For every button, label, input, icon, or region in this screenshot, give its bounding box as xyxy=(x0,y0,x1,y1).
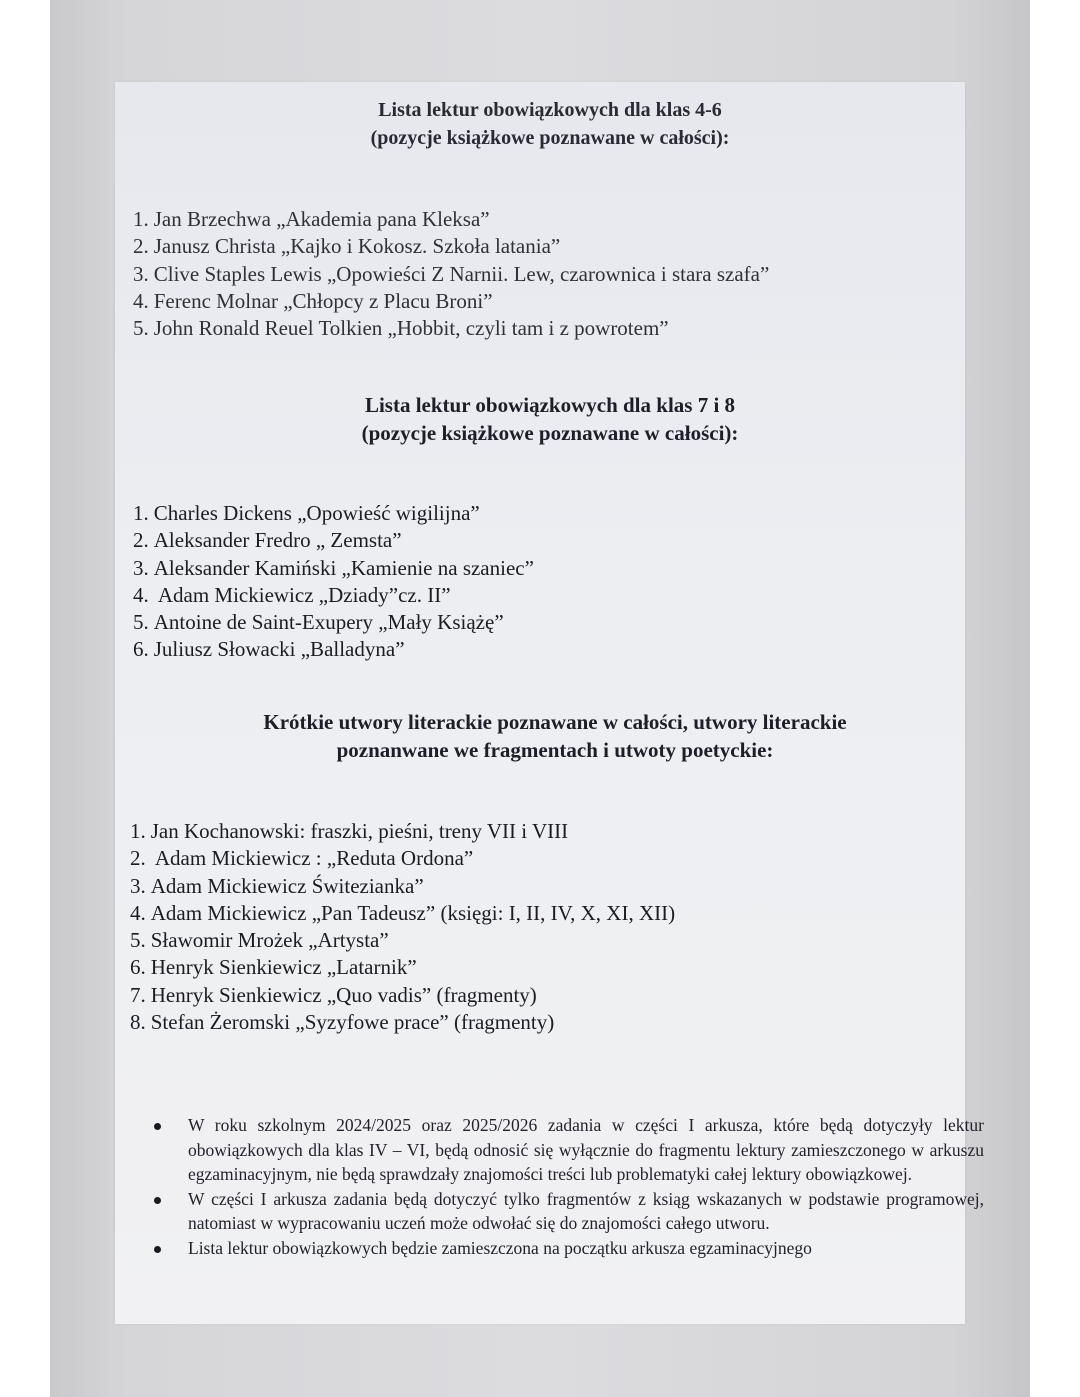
note-text: W części I arkusza zadania będą dotyczyć tylko fragmentów z ksiąg wskazanych w podstawie programowej, natomiast w wypracowaniu uczeń może odwołać się do znajomości całego utworu. xyxy=(188,1188,984,1233)
list-item xyxy=(130,954,675,981)
item-number: 4. xyxy=(130,900,146,925)
item-text: Henryk Sienkiewicz „Latarnik” xyxy=(150,955,417,980)
list-item xyxy=(133,555,534,582)
item-text: Adam Mickiewicz : „Reduta Ordona” xyxy=(150,846,474,871)
list-item xyxy=(133,500,534,527)
notes-list xyxy=(152,1113,984,1260)
section-1-heading-line-1: Lista lektur obowiązkowych dla klas 4-6 xyxy=(378,99,722,121)
item-number: 5. xyxy=(133,316,149,341)
item-text: Adam Mickiewicz „Dziady”cz. II” xyxy=(153,582,451,607)
item-number: 5. xyxy=(130,928,146,953)
section-2-list xyxy=(133,500,534,664)
item-number: 8. xyxy=(130,1010,146,1035)
item-number: 3. xyxy=(130,873,146,898)
item-number: 2. xyxy=(133,234,149,259)
list-item xyxy=(130,982,675,1009)
item-number: 5. xyxy=(133,610,149,635)
section-1-heading-line-2: (pozycje książkowe poznawane w całości): xyxy=(370,127,730,149)
item-text: John Ronald Reuel Tolkien „Hobbit, czyli tam i z powrotem” xyxy=(153,316,669,341)
note-item xyxy=(152,1113,984,1187)
item-text: Jan Kochanowski: fraszki, pieśni, treny VII i VIII xyxy=(150,819,569,843)
section-2-heading xyxy=(240,391,860,447)
bullet-icon xyxy=(154,1123,161,1130)
note-text: Lista lektur obowiązkowych będzie zamieszczona na początku arkusza egzaminacyjnego xyxy=(188,1237,812,1258)
list-item xyxy=(130,900,675,927)
item-text: Sławomir Mrożek „Artysta” xyxy=(150,928,389,953)
item-text: Ferenc Molnar „Chłopcy z Placu Broni” xyxy=(153,288,493,313)
list-item xyxy=(133,261,769,288)
note-item xyxy=(152,1236,984,1261)
section-2-heading-line-1: Lista lektur obowiązkowych dla klas 7 i 8 xyxy=(364,393,736,417)
item-number: 2. xyxy=(133,528,149,553)
item-number: 2. xyxy=(130,846,146,871)
list-item xyxy=(133,233,769,260)
item-number: 6. xyxy=(130,955,146,980)
bullet-icon xyxy=(154,1197,161,1204)
item-number: 7. xyxy=(130,982,146,1007)
list-item xyxy=(130,873,675,900)
list-item xyxy=(130,1009,675,1036)
item-text: Adam Mickiewicz „Pan Tadeusz” (księgi: I, II, IV, X, XI, XII) xyxy=(150,900,676,925)
list-item xyxy=(133,288,769,315)
list-item xyxy=(133,206,769,233)
item-number: 3. xyxy=(133,555,149,580)
item-text: Adam Mickiewicz Świtezianka” xyxy=(150,873,424,898)
item-text: Clive Staples Lewis „Opowieści Z Narnii. Lew, czarownica i stara szafa” xyxy=(153,261,770,286)
section-1-list xyxy=(133,206,769,342)
list-item xyxy=(133,527,534,554)
list-item xyxy=(133,636,534,663)
note-item xyxy=(152,1187,984,1236)
item-text: Antoine de Saint-Exupery „Mały Książę” xyxy=(153,610,504,635)
section-3-list xyxy=(130,818,675,1036)
list-item xyxy=(133,582,534,609)
item-number: 4. xyxy=(133,582,149,607)
section-3-heading-line-2: poznanwane we fragmentach i utwoty poetyckie: xyxy=(336,738,774,762)
section-3-heading-line-1: Krótkie utwory literackie poznawane w całości, utwory literackie xyxy=(263,710,847,734)
list-item xyxy=(133,315,769,342)
item-number: 3. xyxy=(133,261,149,286)
item-text: Henryk Sienkiewicz „Quo vadis” (fragmenty) xyxy=(150,982,537,1007)
item-number: 1. xyxy=(133,207,149,231)
section-1-heading xyxy=(240,96,860,152)
item-text: Juliusz Słowacki „Balladyna” xyxy=(153,637,405,662)
section-2-heading-line-2: (pozycje książkowe poznawane w całości): xyxy=(361,421,739,445)
item-number: 1. xyxy=(130,819,146,843)
item-text: Aleksander Fredro „ Zemsta” xyxy=(153,528,402,553)
item-text: Janusz Christa „Kajko i Kokosz. Szkoła latania” xyxy=(153,234,561,259)
item-number: 1. xyxy=(133,501,149,525)
item-number: 6. xyxy=(133,637,149,662)
bullet-icon xyxy=(154,1246,161,1253)
item-text: Stefan Żeromski „Syzyfowe prace” (fragmenty) xyxy=(150,1010,555,1035)
item-text: Charles Dickens „Opowieść wigilijna” xyxy=(153,501,480,525)
item-number: 4. xyxy=(133,288,149,313)
list-item xyxy=(130,845,675,872)
item-text: Jan Brzechwa „Akademia pana Kleksa” xyxy=(153,207,490,231)
section-3-heading xyxy=(180,708,930,764)
list-item xyxy=(130,927,675,954)
list-item xyxy=(133,609,534,636)
item-text: Aleksander Kamiński „Kamienie na szaniec” xyxy=(153,555,534,580)
note-text: W roku szkolnym 2024/2025 oraz 2025/2026 zadania w części I arkusza, które będą dotyczyły lektur obowiązkowych dla klas IV – VI, będą odnosić się wyłącznie do fragmentu lektury zamieszczonego w arkuszu egzaminacyjnym, nie będą sprawdzały znajomości treści lub problematyki całej lektury obowiązkowej. xyxy=(188,1115,984,1184)
list-item xyxy=(130,818,675,845)
